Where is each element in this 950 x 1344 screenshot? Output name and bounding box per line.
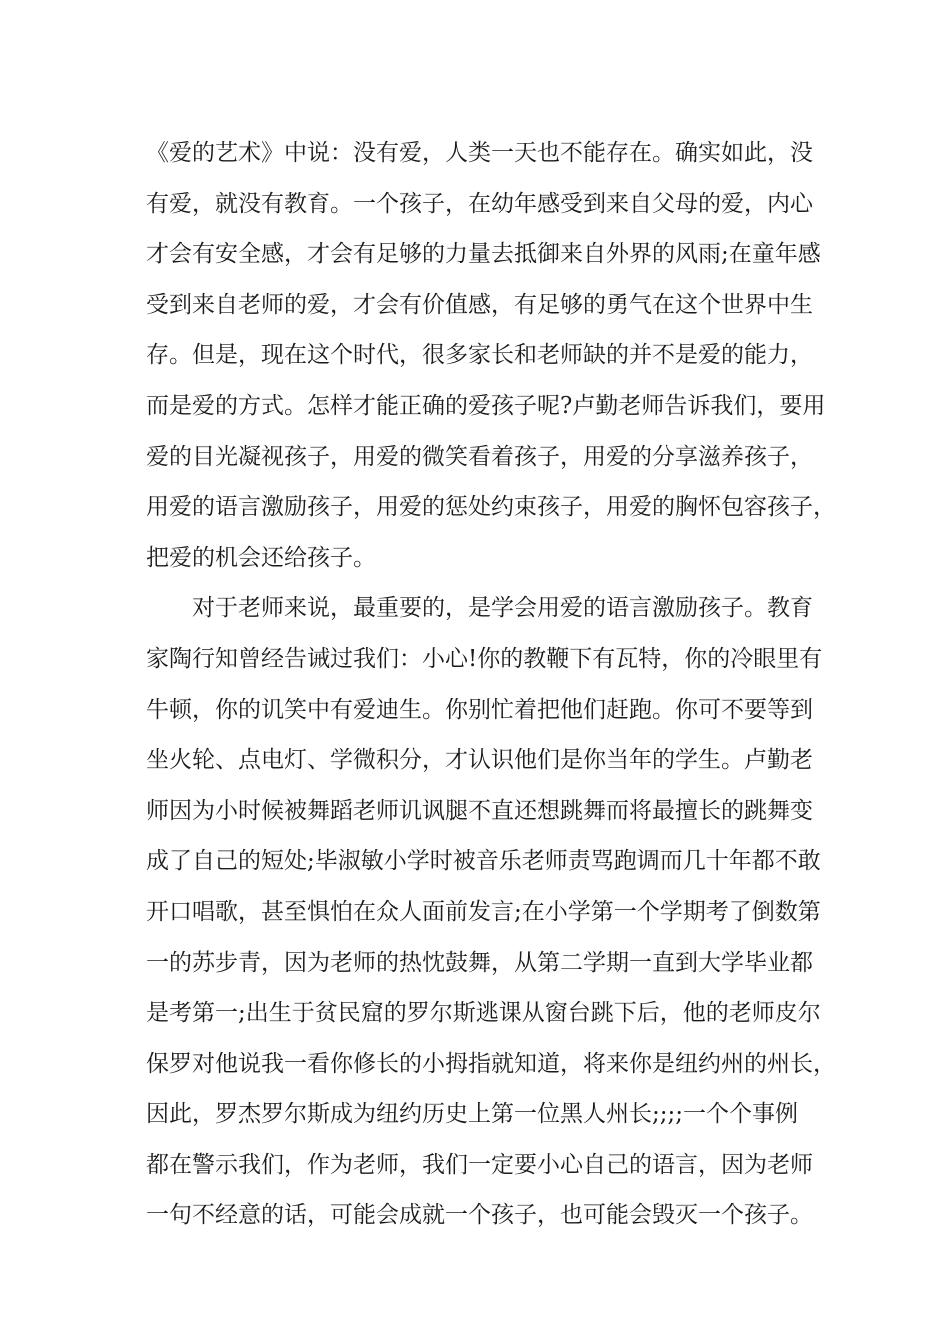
text-line: 受到来自老师的爱，才会有价值感，有足够的勇气在这个世界中生 [146, 291, 813, 318]
text-line: 保罗对他说我一看你修长的小拇指就知道，将来你是纽约州的州长， [146, 1050, 836, 1077]
text-line: 有爱，就没有教育。一个孩子，在幼年感受到来自父母的爱，内心 [146, 190, 813, 217]
text-line: 家陶行知曾经告诫过我们：小心!你的教鞭下有瓦特，你的冷眼里有 [146, 645, 823, 672]
text-line: 成了自己的短处;毕淑敏小学时被音乐老师责骂跑调而几十年都不敢 [146, 848, 821, 875]
text-line: 牛顿，你的讥笑中有爱迪生。你别忙着把他们赶跑。你可不要等到 [146, 696, 813, 723]
text-line: 而是爱的方式。怎样才能正确的爱孩子呢?卢勤老师告诉我们，要用 [146, 392, 826, 419]
text-line: 把爱的机会还给孩子。 [146, 544, 376, 571]
text-line: 都在警示我们，作为老师，我们一定要小心自己的语言，因为老师 [146, 1151, 813, 1178]
paragraph-1 [146, 128, 836, 583]
text-line: 存。但是，现在这个时代，很多家长和老师缺的并不是爱的能力， [146, 342, 813, 369]
text-line: 是考第一;出生于贫民窟的罗尔斯逃课从窗台跳下后，他的老师皮尔 [146, 1000, 821, 1027]
body-text [146, 128, 836, 1241]
text-line: 《爱的艺术》中说：没有爱，人类一天也不能存在。确实如此，没 [146, 140, 813, 166]
text-line: 因此，罗杰罗尔斯成为纽约历史上第一位黑人州长;;;;一个个事例 [146, 1101, 798, 1128]
text-line: 爱的目光凝视孩子，用爱的微笑看着孩子，用爱的分享滋养孩子， [146, 443, 813, 470]
text-line: 一的苏步青，因为老师的热忱鼓舞，从第二学期一直到大学毕业都 [146, 949, 813, 976]
text-line: 坐火轮、点电灯、学微积分，才认识他们是你当年的学生。卢勤老 [146, 747, 813, 774]
text-line: 一句不经意的话，可能会成就一个孩子，也可能会毁灭一个孩子。 [146, 1202, 813, 1229]
text-line: 才会有安全感，才会有足够的力量去抵御来自外界的风雨;在童年感 [146, 241, 821, 268]
paragraph-2 [146, 583, 836, 1241]
text-line: 对于老师来说，最重要的，是学会用爱的语言激励孩子。教育 [192, 595, 813, 622]
text-line: 用爱的语言激励孩子，用爱的惩处约束孩子，用爱的胸怀包容孩子， [146, 494, 836, 521]
text-line: 师因为小时候被舞蹈老师讥讽腿不直还想跳舞而将最擅长的跳舞变 [146, 797, 813, 824]
text-line: 开口唱歌，甚至惧怕在众人面前发言;在小学第一个学期考了倒数第 [146, 898, 821, 925]
